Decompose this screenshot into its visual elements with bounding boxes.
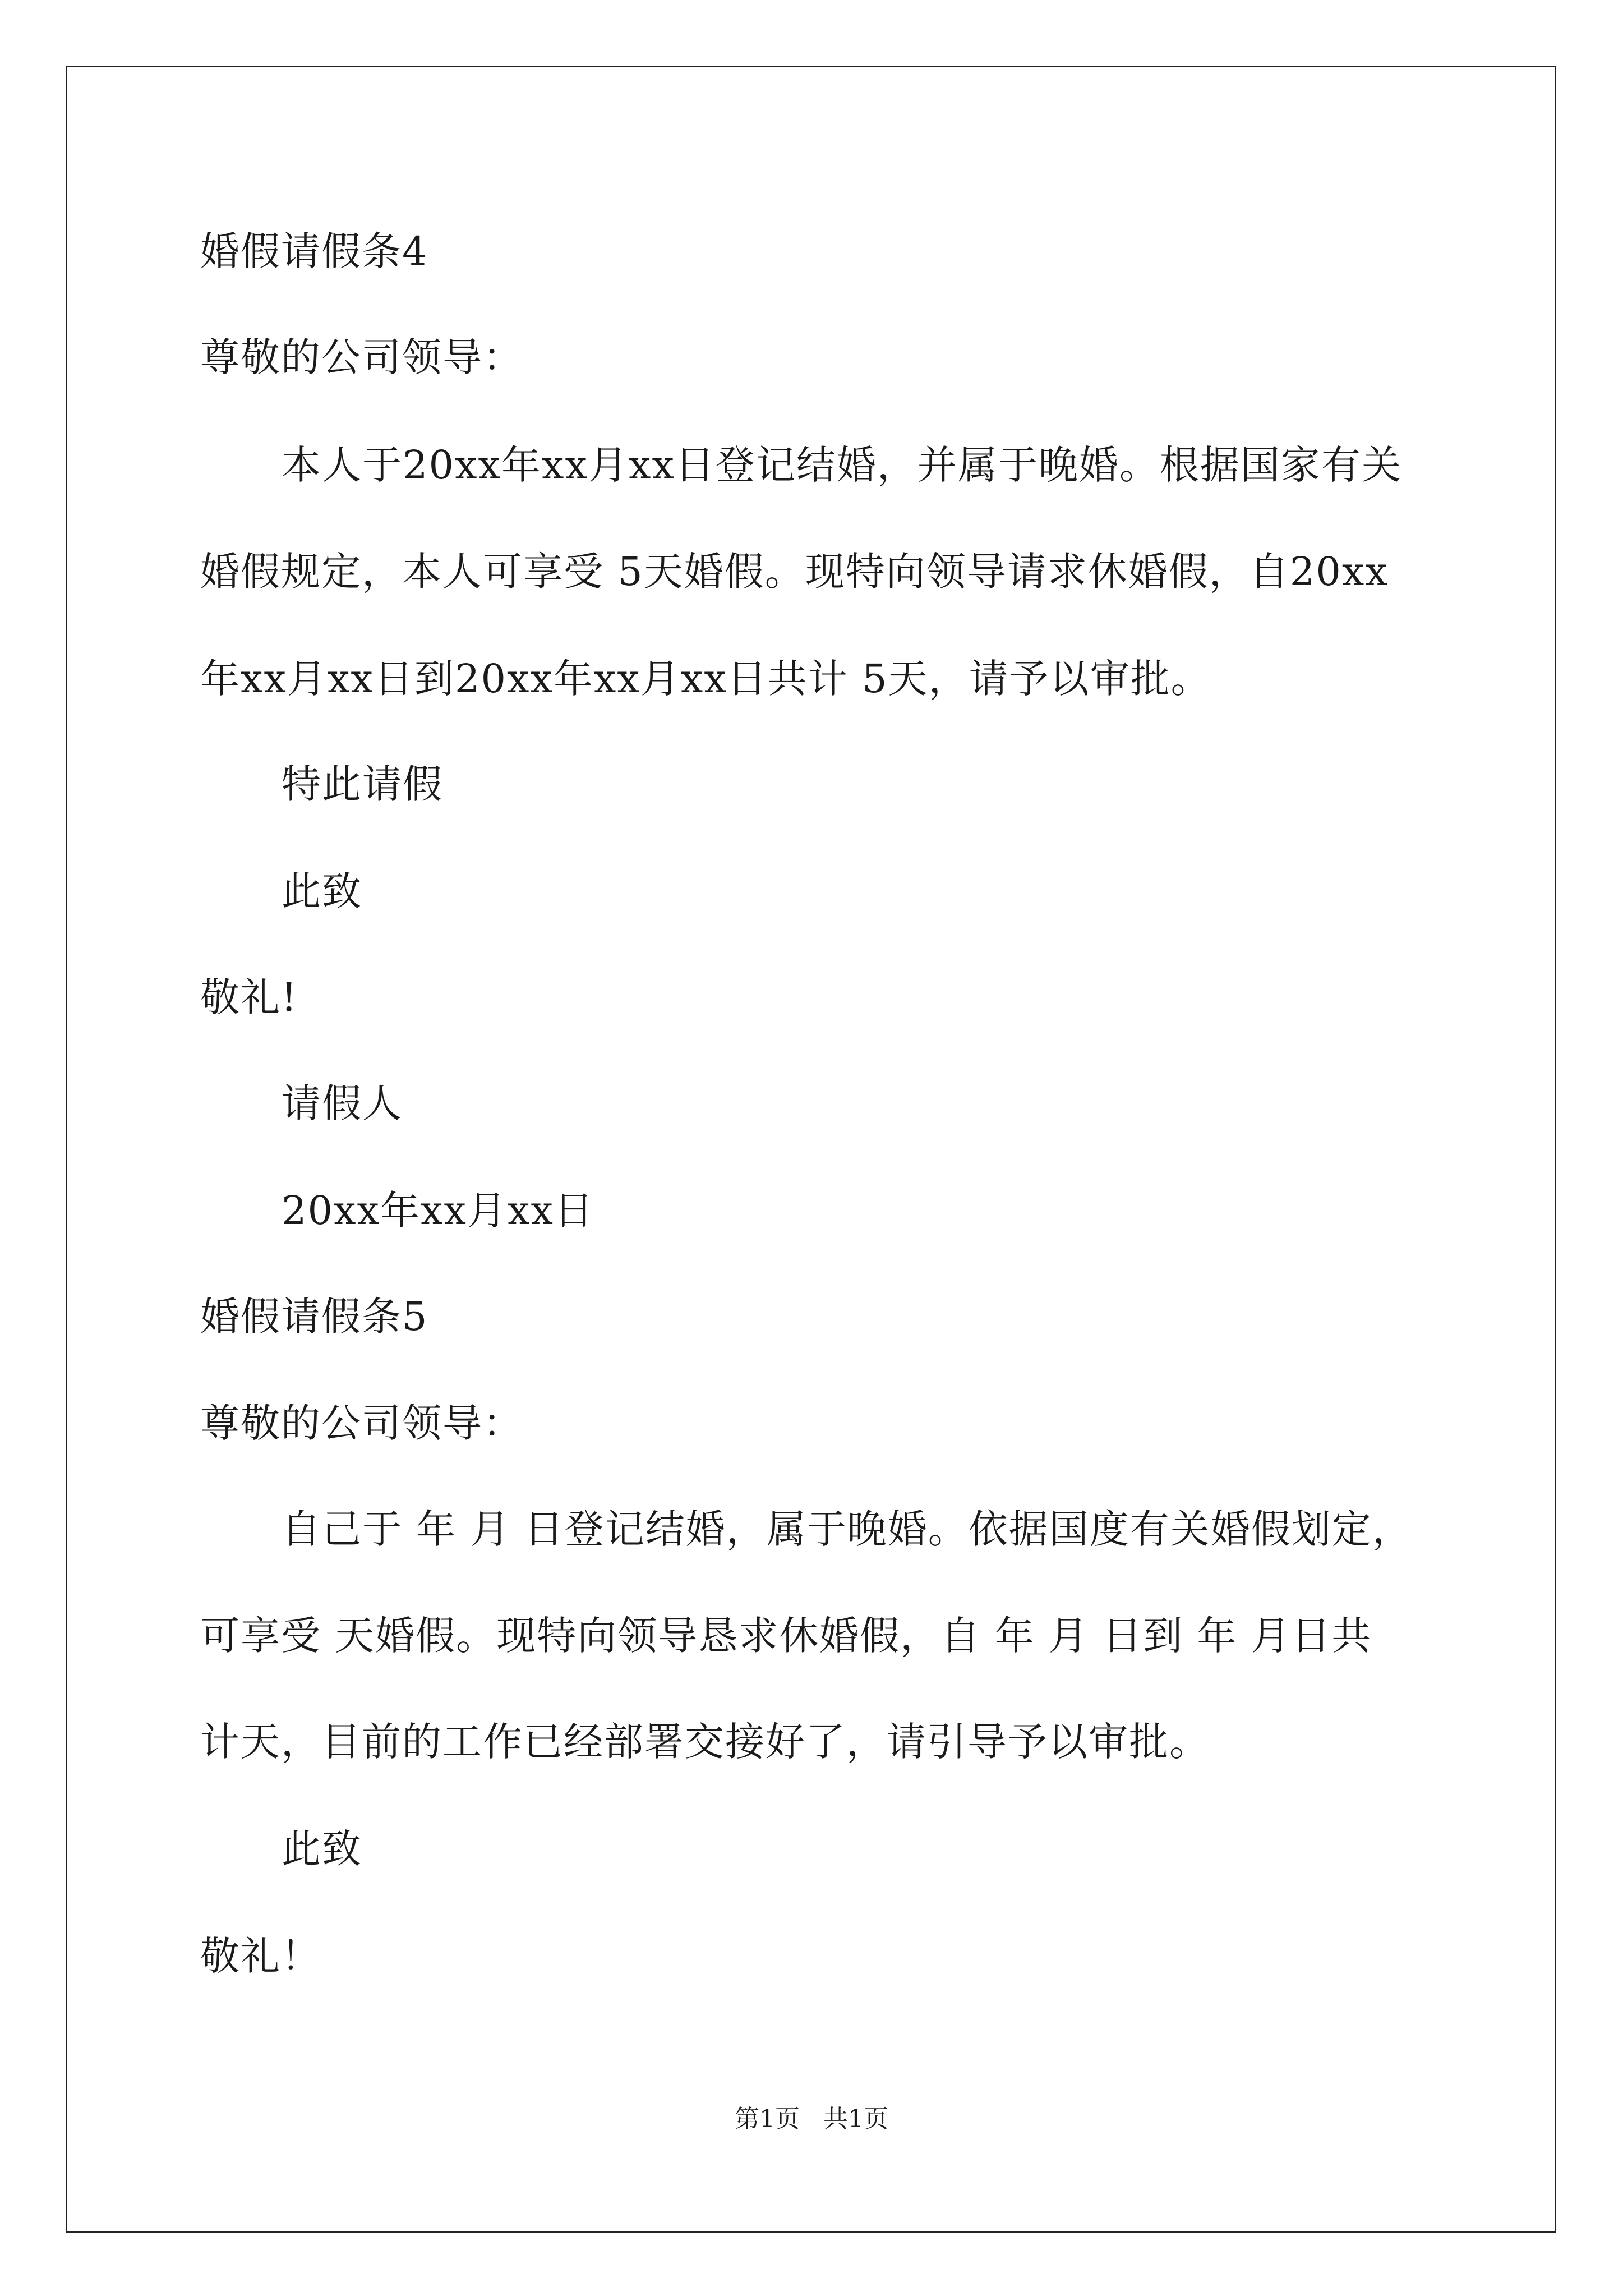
letter5-title: 婚假请假条5 [200,1294,428,1340]
letter4-closing-1: 此致 [282,868,362,914]
letter5-body-line3: 计天，目前的工作已经部署交接好了，请引导予以审批。 [200,1719,1210,1765]
letter4-body-line3: 年xx月xx日到20xx年xx月xx日共计 5天，请予以审批。 [200,656,1211,702]
letter4-date: 20xx年xx月xx日 [282,1188,594,1234]
letter4-body-line2: 婚假规定，本人可享受 5天婚假。现特向领导请求休婚假，自20xx [200,549,1389,595]
page-border [66,66,1556,2233]
letter4-title: 婚假请假条4 [200,228,428,274]
letter4-body-line1: 本人于20xx年xx月xx日登记结婚，并属于晚婚。根据国家有关 [282,442,1402,488]
letter5-body-line1: 自己于 年 月 日登记结婚，属于晚婚。依据国度有关婚假划定， [282,1506,1413,1552]
page-number-footer: 第1页 共1页 [735,2105,888,2133]
letter4-signer: 请假人 [282,1080,403,1126]
letter4-salutation: 尊敬的公司领导： [200,334,523,380]
letter4-closing-2: 敬礼! [200,974,298,1020]
letter4-closing-special: 特此请假 [282,761,443,807]
letter5-body-line2: 可享受 天婚假。现特向领导恳求休婚假，自 年 月 日到 年 月日共 [200,1613,1372,1659]
letter5-closing-1: 此致 [282,1826,362,1872]
letter5-closing-2: 敬礼！ [200,1933,321,1979]
letter5-salutation: 尊敬的公司领导： [200,1400,523,1446]
